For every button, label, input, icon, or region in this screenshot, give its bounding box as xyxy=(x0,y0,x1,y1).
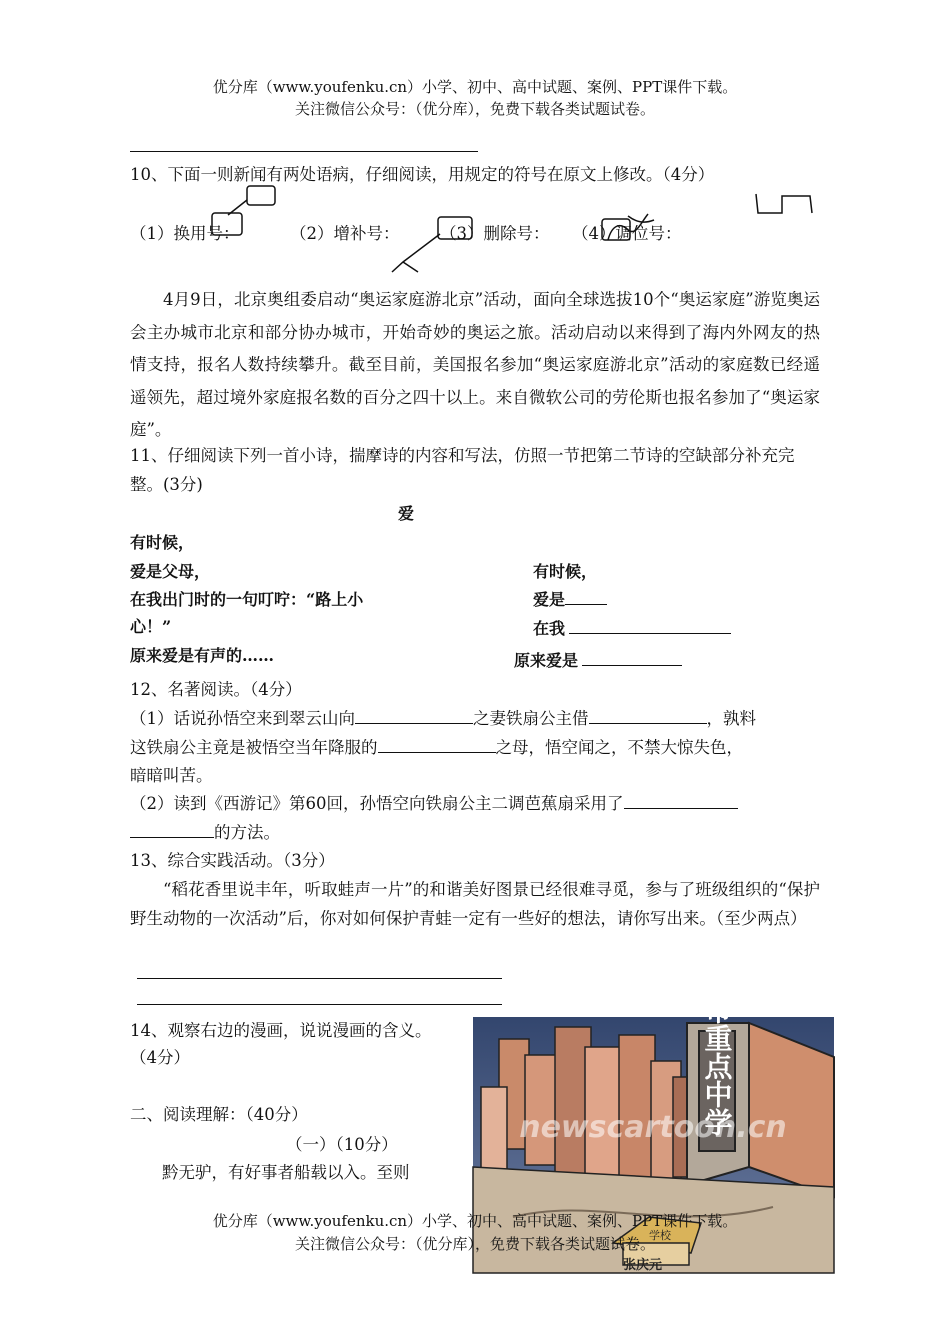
answer-line-2[interactable] xyxy=(137,1004,502,1005)
cartoon-watermark: newscartoon.cn xyxy=(519,1110,787,1145)
q14-score: （4分） xyxy=(130,1048,190,1067)
q12-part1-line1: （1）话说孙悟空来到翠云山向 之妻铁扇公主借 ，孰料 xyxy=(130,704,820,733)
poem-left-line-5: 原来爱是有声的…… xyxy=(130,646,275,665)
q10-sym-delete: （3）删除号： xyxy=(440,224,550,243)
q10-sym-replace: （1）换用号： xyxy=(130,224,240,243)
poem-left-line-3: 在我出门时的一句叮咛：“路上小 xyxy=(130,590,364,609)
q12-part1-line2: 这铁扇公主竟是被悟空当年降服的 之母，悟空闻之，不禁大惊失色， xyxy=(130,733,820,762)
q13-title: 13、综合实践活动。（3分） xyxy=(130,851,335,870)
poem-right-line-1: 有时候， xyxy=(533,562,598,581)
section2-title: 二、阅读理解：（40分） xyxy=(130,1105,308,1124)
section2-text: 黔无驴，有好事者船载以入。至则 xyxy=(162,1163,410,1182)
q12-title: 12、名著阅读。（4分） xyxy=(130,680,302,699)
cartoon-signature: 张庆元 xyxy=(623,1258,663,1273)
q12-part2-line1: （2）读到《西游记》第60回，孙悟空向铁扇公主二调芭蕉扇采用了 xyxy=(130,789,820,818)
q12-part1-line3: 暗暗叫苦。 xyxy=(130,766,213,785)
cartoon-building-sign: 某市重点中学 xyxy=(700,968,734,1136)
poem-right-line-2: 爱是 xyxy=(533,585,607,614)
header-line-1: 优分库（www.youfenku.cn）小学、初中、高中试题、案例、PPT课件下载。 xyxy=(212,78,738,96)
q11-title: 11、仔细阅读下列一首小诗，揣摩诗的内容和写法，仿照一节把第二节诗的空缺部分补充完整。(3分) xyxy=(130,446,795,494)
poem-left-line-2: 爱是父母， xyxy=(130,562,211,581)
q10-sym-swap: （4）调位号： xyxy=(572,224,682,243)
footer-line-1: 优分库（www.youfenku.cn）小学、初中、高中试题、案例、PPT课件下载。 xyxy=(212,1212,738,1230)
poem-left-line-1: 有时候， xyxy=(130,533,195,552)
poem-right-line-4: 原来爱是 xyxy=(514,646,682,675)
proofreading-symbols-icon xyxy=(0,0,950,300)
q13-body: “稻花香里说丰年，听取蛙声一片”的和谐美好图景已经很难寻觅，参与了班级组织的“保护野生动物的一次活动”后，你对如何保护青蛙一定有一些好的想法，请你写出来。（至少两点） xyxy=(130,880,820,928)
q14-title: 14、观察右边的漫画，说说漫画的含义。 xyxy=(130,1021,432,1040)
poem-left-line-4: 心！” xyxy=(130,617,172,636)
cartoon-small-sign: 学校 xyxy=(649,1229,671,1242)
section2-subtitle: （一）（10分） xyxy=(286,1135,398,1154)
header-line-2: 关注微信公众号：（优分库），免费下载各类试题试卷。 xyxy=(294,100,655,118)
poem-title: 爱 xyxy=(398,504,415,523)
q10-sym-insert: （2）增补号： xyxy=(290,224,400,243)
q10-title: 10、下面一则新闻有两处语病，仔细阅读，用规定的符号在原文上修改。（4分） xyxy=(130,165,715,184)
footer-line-2: 关注微信公众号：（优分库），免费下载各类试题试卷。 xyxy=(294,1235,655,1253)
answer-line-1[interactable] xyxy=(137,978,502,979)
q10-passage: 4月9日，北京奥组委启动“奥运家庭游北京”活动，面向全球选拔10个“奥运家庭”游览奥运会主办城市北京和部分协办城市，开始奇妙的奥运之旅。活动启动以来得到了海内外网友的热情支持，报名人数持续攀升。截至目前，美国报名参加“奥运家庭游北京”活动的家庭数已经遥遥领先，超过境外家庭报名数的百分之四十以上。来自微软公司的劳伦斯也报名参加了“奥运家庭”。 xyxy=(130,290,820,439)
poem-right-line-3: 在我 xyxy=(533,614,731,643)
q12-part2-line2: 的方法。 xyxy=(130,818,820,847)
